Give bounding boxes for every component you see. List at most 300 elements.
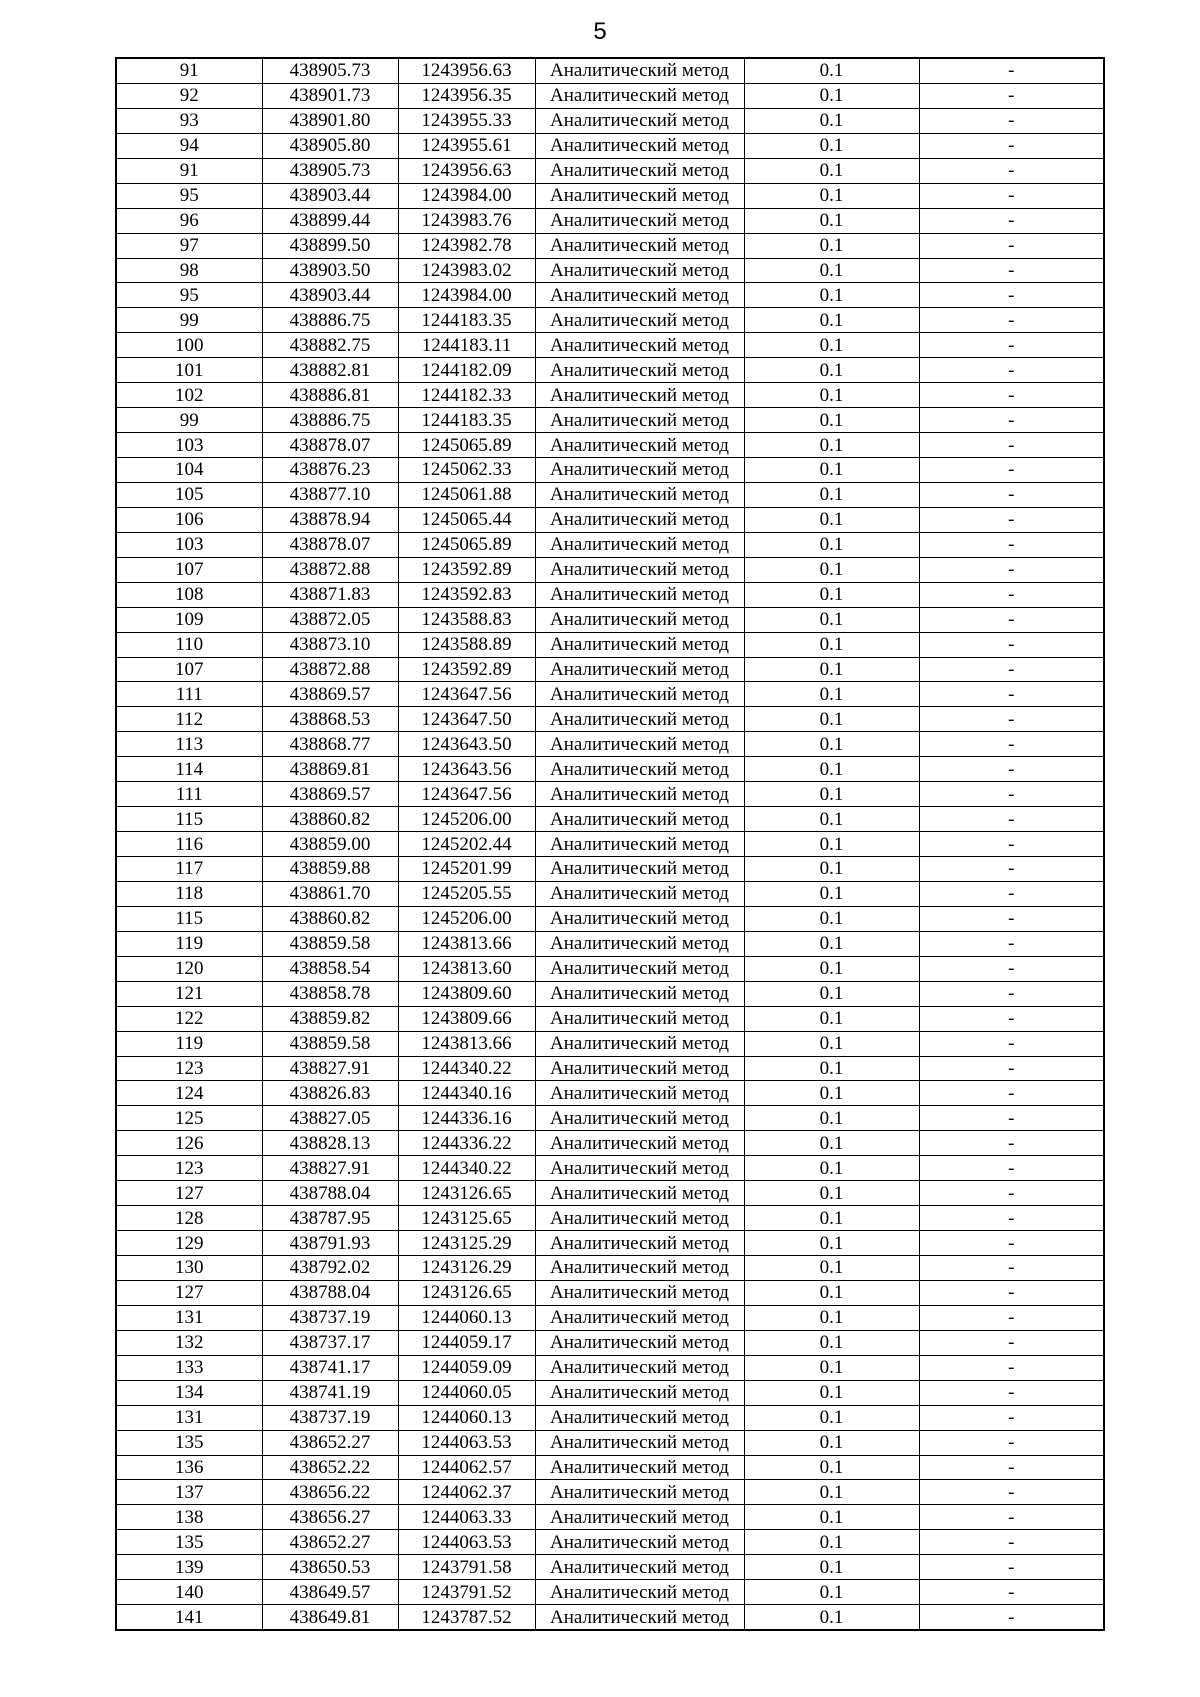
x-coordinate-cell: 438869.81	[262, 757, 398, 782]
accuracy-cell: 0.1	[744, 857, 919, 882]
point-number-cell: 97	[116, 233, 262, 258]
y-coordinate-cell: 1244183.35	[398, 308, 535, 333]
method-cell: Аналитический метод	[535, 358, 744, 383]
point-number-cell: 138	[116, 1505, 262, 1530]
accuracy-cell: 0.1	[744, 906, 919, 931]
description-cell: -	[919, 657, 1104, 682]
y-coordinate-cell: 1244340.22	[398, 1056, 535, 1081]
x-coordinate-cell: 438828.13	[262, 1131, 398, 1156]
point-number-cell: 95	[116, 183, 262, 208]
accuracy-cell: 0.1	[744, 1330, 919, 1355]
x-coordinate-cell: 438788.04	[262, 1280, 398, 1305]
point-number-cell: 102	[116, 383, 262, 408]
y-coordinate-cell: 1245062.33	[398, 458, 535, 483]
y-coordinate-cell: 1243984.00	[398, 283, 535, 308]
method-cell: Аналитический метод	[535, 532, 744, 557]
table-row	[116, 458, 1104, 483]
y-coordinate-cell: 1243592.89	[398, 557, 535, 582]
x-coordinate-cell: 438650.53	[262, 1555, 398, 1580]
y-coordinate-cell: 1243983.02	[398, 258, 535, 283]
accuracy-cell: 0.1	[744, 807, 919, 832]
table-row	[116, 1006, 1104, 1031]
table-row	[116, 657, 1104, 682]
description-cell: -	[919, 433, 1104, 458]
x-coordinate-cell: 438882.75	[262, 333, 398, 358]
accuracy-cell: 0.1	[744, 1280, 919, 1305]
y-coordinate-cell: 1243956.63	[398, 158, 535, 183]
method-cell: Аналитический метод	[535, 308, 744, 333]
table-row	[116, 906, 1104, 931]
accuracy-cell: 0.1	[744, 333, 919, 358]
description-cell: -	[919, 158, 1104, 183]
accuracy-cell: 0.1	[744, 133, 919, 158]
table-row	[116, 1555, 1104, 1580]
point-number-cell: 98	[116, 258, 262, 283]
table-row	[116, 408, 1104, 433]
page-number: 5	[593, 18, 607, 45]
point-number-cell: 139	[116, 1555, 262, 1580]
point-number-cell: 119	[116, 1031, 262, 1056]
x-coordinate-cell: 438737.17	[262, 1330, 398, 1355]
x-coordinate-cell: 438859.82	[262, 1006, 398, 1031]
table-row	[116, 183, 1104, 208]
table-row	[116, 1081, 1104, 1106]
x-coordinate-cell: 438905.73	[262, 158, 398, 183]
description-cell: -	[919, 1305, 1104, 1330]
table-row	[116, 1106, 1104, 1131]
description-cell: -	[919, 807, 1104, 832]
description-cell: -	[919, 83, 1104, 108]
y-coordinate-cell: 1243983.76	[398, 208, 535, 233]
y-coordinate-cell: 1244063.53	[398, 1430, 535, 1455]
point-number-cell: 132	[116, 1330, 262, 1355]
x-coordinate-cell: 438859.58	[262, 931, 398, 956]
table-row	[116, 1181, 1104, 1206]
description-cell: -	[919, 881, 1104, 906]
accuracy-cell: 0.1	[744, 158, 919, 183]
y-coordinate-cell: 1243592.89	[398, 657, 535, 682]
table-row	[116, 732, 1104, 757]
table-row	[116, 108, 1104, 133]
table-row	[116, 1530, 1104, 1555]
x-coordinate-cell: 438877.10	[262, 482, 398, 507]
method-cell: Аналитический метод	[535, 1006, 744, 1031]
x-coordinate-cell: 438791.93	[262, 1231, 398, 1256]
y-coordinate-cell: 1243647.56	[398, 682, 535, 707]
description-cell: -	[919, 582, 1104, 607]
table-row	[116, 857, 1104, 882]
method-cell: Аналитический метод	[535, 383, 744, 408]
accuracy-cell: 0.1	[744, 482, 919, 507]
table-row	[116, 757, 1104, 782]
table-row	[116, 1131, 1104, 1156]
table-row	[116, 83, 1104, 108]
y-coordinate-cell: 1243955.33	[398, 108, 535, 133]
description-cell: -	[919, 1256, 1104, 1281]
method-cell: Аналитический метод	[535, 1605, 744, 1630]
table-row	[116, 1206, 1104, 1231]
x-coordinate-cell: 438827.05	[262, 1106, 398, 1131]
x-coordinate-cell: 438899.44	[262, 208, 398, 233]
point-number-cell: 135	[116, 1430, 262, 1455]
accuracy-cell: 0.1	[744, 283, 919, 308]
table-row	[116, 208, 1104, 233]
method-cell: Аналитический метод	[535, 283, 744, 308]
description-cell: -	[919, 408, 1104, 433]
point-number-cell: 133	[116, 1355, 262, 1380]
table-row	[116, 482, 1104, 507]
accuracy-cell: 0.1	[744, 458, 919, 483]
point-number-cell: 109	[116, 607, 262, 632]
accuracy-cell: 0.1	[744, 1605, 919, 1630]
table-row	[116, 1480, 1104, 1505]
table-row	[116, 58, 1104, 83]
table-row	[116, 133, 1104, 158]
x-coordinate-cell: 438868.53	[262, 707, 398, 732]
accuracy-cell: 0.1	[744, 1430, 919, 1455]
point-number-cell: 110	[116, 632, 262, 657]
accuracy-cell: 0.1	[744, 507, 919, 532]
y-coordinate-cell: 1243125.29	[398, 1231, 535, 1256]
point-number-cell: 125	[116, 1106, 262, 1131]
x-coordinate-cell: 438869.57	[262, 782, 398, 807]
x-coordinate-cell: 438737.19	[262, 1405, 398, 1430]
table-row	[116, 1505, 1104, 1530]
point-number-cell: 99	[116, 308, 262, 333]
x-coordinate-cell: 438859.88	[262, 857, 398, 882]
y-coordinate-cell: 1245065.89	[398, 532, 535, 557]
accuracy-cell: 0.1	[744, 1355, 919, 1380]
point-number-cell: 112	[116, 707, 262, 732]
method-cell: Аналитический метод	[535, 1280, 744, 1305]
accuracy-cell: 0.1	[744, 707, 919, 732]
description-cell: -	[919, 782, 1104, 807]
point-number-cell: 120	[116, 956, 262, 981]
accuracy-cell: 0.1	[744, 607, 919, 632]
method-cell: Аналитический метод	[535, 557, 744, 582]
accuracy-cell: 0.1	[744, 757, 919, 782]
x-coordinate-cell: 438878.07	[262, 532, 398, 557]
point-number-cell: 136	[116, 1455, 262, 1480]
x-coordinate-cell: 438872.88	[262, 657, 398, 682]
y-coordinate-cell: 1243126.65	[398, 1181, 535, 1206]
description-cell: -	[919, 1355, 1104, 1380]
point-number-cell: 117	[116, 857, 262, 882]
accuracy-cell: 0.1	[744, 1580, 919, 1605]
description-cell: -	[919, 1006, 1104, 1031]
y-coordinate-cell: 1243588.83	[398, 607, 535, 632]
point-number-cell: 134	[116, 1380, 262, 1405]
accuracy-cell: 0.1	[744, 433, 919, 458]
method-cell: Аналитический метод	[535, 782, 744, 807]
point-number-cell: 123	[116, 1156, 262, 1181]
description-cell: -	[919, 607, 1104, 632]
method-cell: Аналитический метод	[535, 1031, 744, 1056]
description-cell: -	[919, 682, 1104, 707]
method-cell: Аналитический метод	[535, 657, 744, 682]
y-coordinate-cell: 1244340.22	[398, 1156, 535, 1181]
accuracy-cell: 0.1	[744, 408, 919, 433]
method-cell: Аналитический метод	[535, 408, 744, 433]
table-row	[116, 507, 1104, 532]
x-coordinate-cell: 438861.70	[262, 881, 398, 906]
x-coordinate-cell: 438649.57	[262, 1580, 398, 1605]
method-cell: Аналитический метод	[535, 133, 744, 158]
method-cell: Аналитический метод	[535, 433, 744, 458]
accuracy-cell: 0.1	[744, 582, 919, 607]
method-cell: Аналитический метод	[535, 1106, 744, 1131]
point-number-cell: 130	[116, 1256, 262, 1281]
table-row	[116, 1380, 1104, 1405]
description-cell: -	[919, 358, 1104, 383]
accuracy-cell: 0.1	[744, 981, 919, 1006]
x-coordinate-cell: 438903.50	[262, 258, 398, 283]
method-cell: Аналитический метод	[535, 1555, 744, 1580]
description-cell: -	[919, 1280, 1104, 1305]
accuracy-cell: 0.1	[744, 881, 919, 906]
description-cell: -	[919, 482, 1104, 507]
point-number-cell: 111	[116, 782, 262, 807]
description-cell: -	[919, 283, 1104, 308]
table-row	[116, 158, 1104, 183]
y-coordinate-cell: 1244060.13	[398, 1405, 535, 1430]
accuracy-cell: 0.1	[744, 782, 919, 807]
table-row	[116, 283, 1104, 308]
method-cell: Аналитический метод	[535, 1355, 744, 1380]
description-cell: -	[919, 632, 1104, 657]
point-number-cell: 123	[116, 1056, 262, 1081]
method-cell: Аналитический метод	[535, 458, 744, 483]
point-number-cell: 95	[116, 283, 262, 308]
table-row	[116, 1056, 1104, 1081]
y-coordinate-cell: 1245205.55	[398, 881, 535, 906]
method-cell: Аналитический метод	[535, 233, 744, 258]
y-coordinate-cell: 1243791.58	[398, 1555, 535, 1580]
table-row	[116, 383, 1104, 408]
table-row	[116, 333, 1104, 358]
accuracy-cell: 0.1	[744, 1231, 919, 1256]
method-cell: Аналитический метод	[535, 857, 744, 882]
method-cell: Аналитический метод	[535, 208, 744, 233]
description-cell: -	[919, 1505, 1104, 1530]
table-row	[116, 233, 1104, 258]
table-row	[116, 358, 1104, 383]
accuracy-cell: 0.1	[744, 682, 919, 707]
point-number-cell: 137	[116, 1480, 262, 1505]
point-number-cell: 114	[116, 757, 262, 782]
description-cell: -	[919, 308, 1104, 333]
table-row	[116, 1605, 1104, 1630]
y-coordinate-cell: 1245065.89	[398, 433, 535, 458]
accuracy-cell: 0.1	[744, 1256, 919, 1281]
y-coordinate-cell: 1245206.00	[398, 807, 535, 832]
coordinates-table-body	[116, 58, 1104, 1630]
point-number-cell: 91	[116, 158, 262, 183]
method-cell: Аналитический метод	[535, 1081, 744, 1106]
x-coordinate-cell: 438787.95	[262, 1206, 398, 1231]
method-cell: Аналитический метод	[535, 807, 744, 832]
description-cell: -	[919, 507, 1104, 532]
point-number-cell: 100	[116, 333, 262, 358]
table-row	[116, 956, 1104, 981]
y-coordinate-cell: 1243809.60	[398, 981, 535, 1006]
point-number-cell: 115	[116, 807, 262, 832]
y-coordinate-cell: 1244062.57	[398, 1455, 535, 1480]
table-row	[116, 1305, 1104, 1330]
x-coordinate-cell: 438649.81	[262, 1605, 398, 1630]
point-number-cell: 135	[116, 1530, 262, 1555]
table-row	[116, 981, 1104, 1006]
accuracy-cell: 0.1	[744, 1505, 919, 1530]
description-cell: -	[919, 58, 1104, 83]
method-cell: Аналитический метод	[535, 1505, 744, 1530]
description-cell: -	[919, 1206, 1104, 1231]
method-cell: Аналитический метод	[535, 1231, 744, 1256]
x-coordinate-cell: 438903.44	[262, 283, 398, 308]
accuracy-cell: 0.1	[744, 557, 919, 582]
point-number-cell: 119	[116, 931, 262, 956]
point-number-cell: 113	[116, 732, 262, 757]
x-coordinate-cell: 438886.75	[262, 408, 398, 433]
description-cell: -	[919, 956, 1104, 981]
description-cell: -	[919, 133, 1104, 158]
accuracy-cell: 0.1	[744, 58, 919, 83]
point-number-cell: 127	[116, 1181, 262, 1206]
x-coordinate-cell: 438876.23	[262, 458, 398, 483]
description-cell: -	[919, 1455, 1104, 1480]
y-coordinate-cell: 1243647.50	[398, 707, 535, 732]
description-cell: -	[919, 1081, 1104, 1106]
point-number-cell: 91	[116, 58, 262, 83]
x-coordinate-cell: 438860.82	[262, 906, 398, 931]
point-number-cell: 105	[116, 482, 262, 507]
y-coordinate-cell: 1243984.00	[398, 183, 535, 208]
y-coordinate-cell: 1243125.65	[398, 1206, 535, 1231]
table-row	[116, 258, 1104, 283]
table-row	[116, 1231, 1104, 1256]
method-cell: Аналитический метод	[535, 1305, 744, 1330]
description-cell: -	[919, 258, 1104, 283]
y-coordinate-cell: 1244182.09	[398, 358, 535, 383]
method-cell: Аналитический метод	[535, 732, 744, 757]
x-coordinate-cell: 438858.54	[262, 956, 398, 981]
accuracy-cell: 0.1	[744, 657, 919, 682]
method-cell: Аналитический метод	[535, 682, 744, 707]
method-cell: Аналитический метод	[535, 1380, 744, 1405]
table-row	[116, 557, 1104, 582]
table-row	[116, 1256, 1104, 1281]
x-coordinate-cell: 438788.04	[262, 1181, 398, 1206]
table-row	[116, 782, 1104, 807]
accuracy-cell: 0.1	[744, 1555, 919, 1580]
x-coordinate-cell: 438652.27	[262, 1430, 398, 1455]
description-cell: -	[919, 707, 1104, 732]
description-cell: -	[919, 1181, 1104, 1206]
description-cell: -	[919, 1156, 1104, 1181]
description-cell: -	[919, 458, 1104, 483]
method-cell: Аналитический метод	[535, 1156, 744, 1181]
x-coordinate-cell: 438741.17	[262, 1355, 398, 1380]
method-cell: Аналитический метод	[535, 1430, 744, 1455]
table-row	[116, 532, 1104, 557]
x-coordinate-cell: 438905.73	[262, 58, 398, 83]
point-number-cell: 140	[116, 1580, 262, 1605]
method-cell: Аналитический метод	[535, 1206, 744, 1231]
point-number-cell: 92	[116, 83, 262, 108]
point-number-cell: 124	[116, 1081, 262, 1106]
point-number-cell: 121	[116, 981, 262, 1006]
y-coordinate-cell: 1244336.16	[398, 1106, 535, 1131]
accuracy-cell: 0.1	[744, 632, 919, 657]
description-cell: -	[919, 1231, 1104, 1256]
x-coordinate-cell: 438878.07	[262, 433, 398, 458]
y-coordinate-cell: 1245202.44	[398, 832, 535, 857]
description-cell: -	[919, 832, 1104, 857]
table-row	[116, 1156, 1104, 1181]
x-coordinate-cell: 438859.00	[262, 832, 398, 857]
accuracy-cell: 0.1	[744, 383, 919, 408]
table-row	[116, 582, 1104, 607]
method-cell: Аналитический метод	[535, 1330, 744, 1355]
point-number-cell: 122	[116, 1006, 262, 1031]
x-coordinate-cell: 438905.80	[262, 133, 398, 158]
description-cell: -	[919, 1131, 1104, 1156]
accuracy-cell: 0.1	[744, 358, 919, 383]
x-coordinate-cell: 438741.19	[262, 1380, 398, 1405]
accuracy-cell: 0.1	[744, 308, 919, 333]
description-cell: -	[919, 1380, 1104, 1405]
y-coordinate-cell: 1243956.35	[398, 83, 535, 108]
point-number-cell: 118	[116, 881, 262, 906]
point-number-cell: 129	[116, 1231, 262, 1256]
method-cell: Аналитический метод	[535, 58, 744, 83]
y-coordinate-cell: 1243813.60	[398, 956, 535, 981]
table-row	[116, 1330, 1104, 1355]
method-cell: Аналитический метод	[535, 1580, 744, 1605]
y-coordinate-cell: 1243787.52	[398, 1605, 535, 1630]
x-coordinate-cell: 438737.19	[262, 1305, 398, 1330]
description-cell: -	[919, 1031, 1104, 1056]
description-cell: -	[919, 1580, 1104, 1605]
method-cell: Аналитический метод	[535, 1131, 744, 1156]
point-number-cell: 127	[116, 1280, 262, 1305]
point-number-cell: 108	[116, 582, 262, 607]
y-coordinate-cell: 1243647.56	[398, 782, 535, 807]
accuracy-cell: 0.1	[744, 956, 919, 981]
y-coordinate-cell: 1244063.53	[398, 1530, 535, 1555]
x-coordinate-cell: 438826.83	[262, 1081, 398, 1106]
x-coordinate-cell: 438858.78	[262, 981, 398, 1006]
point-number-cell: 93	[116, 108, 262, 133]
point-number-cell: 128	[116, 1206, 262, 1231]
accuracy-cell: 0.1	[744, 1081, 919, 1106]
description-cell: -	[919, 1605, 1104, 1630]
y-coordinate-cell: 1244182.33	[398, 383, 535, 408]
method-cell: Аналитический метод	[535, 108, 744, 133]
point-number-cell: 126	[116, 1131, 262, 1156]
y-coordinate-cell: 1243791.52	[398, 1580, 535, 1605]
y-coordinate-cell: 1244062.37	[398, 1480, 535, 1505]
accuracy-cell: 0.1	[744, 233, 919, 258]
table-row	[116, 832, 1104, 857]
x-coordinate-cell: 438792.02	[262, 1256, 398, 1281]
description-cell: -	[919, 906, 1104, 931]
method-cell: Аналитический метод	[535, 832, 744, 857]
accuracy-cell: 0.1	[744, 1056, 919, 1081]
point-number-cell: 101	[116, 358, 262, 383]
method-cell: Аналитический метод	[535, 582, 744, 607]
method-cell: Аналитический метод	[535, 333, 744, 358]
